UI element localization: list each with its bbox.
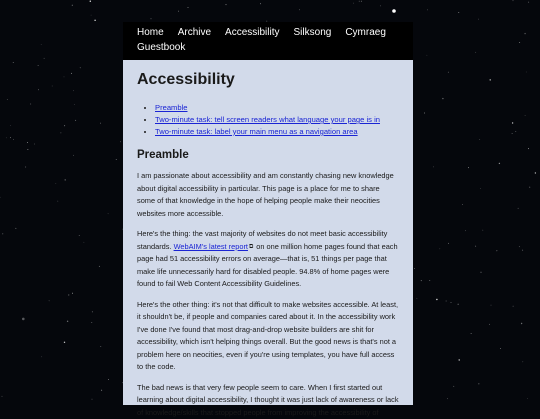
star (489, 324, 490, 325)
star (462, 204, 463, 205)
star (100, 123, 101, 124)
star (421, 280, 422, 281)
star (41, 356, 42, 357)
star (91, 15, 92, 16)
star (439, 248, 440, 249)
star (513, 306, 514, 307)
star (38, 89, 39, 90)
nav-link-guestbook[interactable]: Guestbook (137, 41, 185, 55)
star (491, 305, 492, 306)
star (22, 318, 25, 321)
star (527, 398, 528, 399)
star (481, 272, 482, 273)
star (353, 3, 354, 4)
star (468, 167, 469, 168)
star (151, 18, 152, 19)
star (417, 298, 418, 299)
star (7, 99, 8, 100)
star (67, 321, 68, 322)
star (447, 398, 448, 399)
star (64, 125, 65, 126)
webaim-report-link[interactable]: WebAIM's latest report (174, 242, 248, 251)
star (13, 139, 14, 140)
star (479, 384, 480, 385)
star (44, 58, 45, 59)
star (448, 72, 449, 73)
star (178, 11, 179, 12)
star (499, 163, 500, 164)
star (75, 120, 76, 121)
star (512, 133, 513, 134)
star (446, 301, 447, 302)
toc-link-nav-task[interactable]: Two-minute task: label your main menu as a navigation area (155, 127, 358, 136)
toc-item (155, 114, 399, 126)
star (299, 9, 300, 10)
star (361, 1, 362, 2)
star (13, 62, 14, 63)
star (101, 390, 102, 391)
star (479, 139, 480, 140)
paragraph-bad-news: The bad news is that very few people seem to care. When I first started out learning about digital accessibility, I thought it was just lack of awareness or lack of knowledge/skills that stopped people from improving the accessibility of (137, 382, 399, 419)
star (64, 342, 65, 343)
star (522, 361, 523, 362)
nav-link-cymraeg[interactable]: Cymraeg (345, 26, 386, 40)
star (482, 230, 483, 231)
star (27, 142, 28, 143)
star (478, 19, 479, 20)
nav-link-home[interactable]: Home (137, 26, 164, 40)
star (451, 302, 452, 303)
star (458, 12, 459, 13)
star (458, 304, 459, 305)
star (459, 359, 460, 360)
star (73, 90, 74, 91)
star (2, 234, 3, 235)
star (49, 300, 50, 301)
star (100, 346, 101, 347)
star (41, 44, 42, 45)
page-title: Accessibility (137, 70, 399, 90)
star (65, 179, 66, 180)
star (108, 213, 109, 214)
star (525, 115, 526, 116)
star (90, 1, 91, 2)
bright-star (392, 9, 396, 13)
star (28, 149, 29, 150)
star (424, 113, 425, 114)
star (79, 235, 80, 236)
star (433, 167, 434, 168)
star (99, 266, 100, 267)
paragraph-webaim (137, 228, 399, 291)
star (515, 131, 516, 132)
star (500, 348, 501, 349)
star (448, 243, 449, 244)
star (92, 312, 93, 313)
main-navigation (123, 22, 413, 60)
star (73, 155, 74, 156)
star (512, 122, 513, 123)
table-of-contents (137, 102, 399, 138)
star (72, 5, 73, 6)
star (52, 86, 53, 87)
star (442, 98, 443, 99)
star (465, 230, 466, 231)
star (427, 10, 428, 11)
star (429, 280, 430, 281)
star (380, 6, 381, 7)
star (116, 159, 117, 160)
star (518, 208, 519, 209)
star (471, 333, 472, 334)
star (526, 72, 527, 73)
star (64, 77, 65, 78)
star (120, 141, 121, 142)
star (55, 183, 56, 184)
star (427, 55, 428, 56)
paragraph-text: Here's the thing: the vast majority of websites do not meet basic accessibility standards. (137, 229, 387, 251)
toc-item (155, 102, 399, 114)
star (92, 399, 93, 400)
star (490, 79, 491, 80)
star (475, 246, 476, 247)
star (519, 42, 520, 43)
star (6, 137, 7, 138)
section-heading-preamble: Preamble (137, 148, 399, 162)
star (30, 104, 31, 105)
star (71, 73, 72, 74)
external-link-icon: ⧉ (249, 241, 253, 254)
star (480, 188, 481, 189)
star (0, 197, 1, 198)
star (94, 20, 95, 21)
star (513, 0, 514, 1)
star (10, 137, 11, 138)
paragraph-other-thing: Here's the other thing: it's not that difficult to make websites accessible. At least, it shouldn't be, if people and companies cared about it. In the accessibility work I've done I've found that most drag-and-drop website builders are shit for accessibility, which isn't helping things overall. But the good news is that's not a problem here on neocities, even if you're using templates, you have full access to the code. (137, 299, 399, 374)
star (74, 104, 75, 105)
star (453, 386, 454, 387)
star (108, 379, 109, 380)
star (68, 294, 69, 295)
star (528, 148, 529, 149)
star (57, 201, 58, 202)
nav-link-silksong[interactable]: Silksong (294, 26, 332, 40)
paragraph-text: on one million home pages found that each page had 51 accessibility errors on average—that is, 51 things per page that make life unnecessarily hard for disabled people. 94.8% of home pages were found to fail Web Content Accessibility Guidelines. (137, 242, 398, 289)
star (188, 7, 189, 8)
toc-link-preamble[interactable]: Preamble (155, 103, 188, 112)
star (359, 1, 360, 2)
star (80, 67, 81, 68)
nav-link-archive[interactable]: Archive (178, 26, 211, 40)
star (497, 250, 498, 251)
star (535, 172, 536, 173)
star (529, 187, 530, 188)
star (524, 33, 525, 34)
star (475, 52, 476, 53)
star (61, 133, 62, 134)
star (226, 4, 227, 5)
star (528, 2, 529, 3)
toc-link-language-task[interactable]: Two-minute task: tell screen readers what language your page is in (155, 115, 380, 124)
star (72, 293, 73, 294)
star (25, 167, 26, 168)
star (38, 65, 39, 66)
star (16, 228, 17, 229)
main-content (123, 60, 413, 405)
star (10, 125, 11, 126)
star (436, 299, 437, 300)
star (414, 268, 415, 269)
page-container (123, 22, 413, 405)
star (260, 3, 261, 4)
star (522, 250, 523, 251)
nav-link-accessibility[interactable]: Accessibility (225, 26, 279, 40)
star (521, 323, 522, 324)
star (84, 242, 85, 243)
star (519, 246, 520, 247)
star (34, 144, 35, 145)
paragraph-intro: I am passionate about accessibility and am constantly chasing new knowledge about digital accessibility in particular. This page is a place for me to share some of that knowledge in the hope of helping people make their neocities websites more accessible. (137, 170, 399, 220)
toc-item (155, 126, 399, 138)
star (2, 396, 3, 397)
star (91, 322, 92, 323)
